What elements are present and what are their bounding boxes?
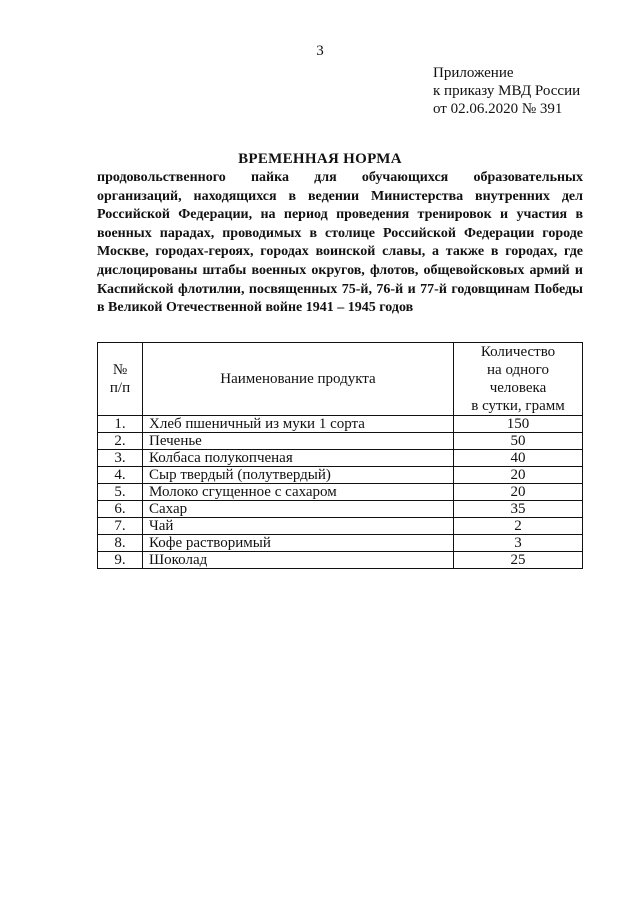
table-row: [98, 467, 583, 484]
row-product: Кофе растворимый: [143, 535, 454, 552]
row-product: Сыр твердый (полутвердый): [143, 467, 454, 484]
row-product: Хлеб пшеничный из муки 1 сорта: [143, 416, 454, 433]
appendix-label: Приложение: [433, 65, 514, 81]
row-number: 6.: [98, 501, 143, 518]
appendix-block: [433, 64, 580, 118]
row-product: Молоко сгущенное с сахаром: [143, 484, 454, 501]
table-row: [98, 484, 583, 501]
table-row: [98, 501, 583, 518]
row-number: 2.: [98, 433, 143, 450]
appendix-order-ref: к приказу МВД России: [433, 83, 581, 99]
row-product: Сахар: [143, 501, 454, 518]
table-row: [98, 416, 583, 433]
row-quantity: 20: [454, 467, 583, 484]
row-quantity: 2: [454, 518, 583, 535]
row-quantity: 3: [454, 535, 583, 552]
header-product-name: Наименование продукта: [143, 343, 454, 416]
row-number: 1.: [98, 416, 143, 433]
document-title: ВРЕМЕННАЯ НОРМА: [238, 151, 402, 167]
row-number: 5.: [98, 484, 143, 501]
norms-table: [97, 342, 583, 569]
row-number: 7.: [98, 518, 143, 535]
appendix-order-date-number: от 02.06.2020 № 391: [433, 101, 563, 117]
header-quantity: Количество на одного человека в сутки, грамм: [454, 343, 583, 416]
row-product: Шоколад: [143, 552, 454, 569]
table-header-row: [98, 343, 583, 416]
table-row: [98, 450, 583, 467]
table-row: [98, 433, 583, 450]
table-row: [98, 518, 583, 535]
row-number: 9.: [98, 552, 143, 569]
header-number: № п/п: [98, 343, 143, 416]
row-quantity: 35: [454, 501, 583, 518]
row-quantity: 150: [454, 416, 583, 433]
row-quantity: 50: [454, 433, 583, 450]
row-number: 4.: [98, 467, 143, 484]
row-quantity: 25: [454, 552, 583, 569]
row-product: Чай: [143, 518, 454, 535]
row-product: Печенье: [143, 433, 454, 450]
row-number: 8.: [98, 535, 143, 552]
document-subtitle: продовольственного пайка для обучающихся образовательных организаций, находящихся в ведении Министерства внутренних дел Российской Федерации, на период проведения тренировок и участия в военных парадах, проводимых в столице Российской Федерации городе Москве, городах-героях, городах воинской славы, а также в городах, где дислоцированы штабы военных округов, флотов, общевойсковых армий и Каспийской флотилии, посвященных 75-й, 76-й и 77-й годовщинам Победы в Великой Отечественной войне 1941 – 1945 годов: [97, 170, 583, 316]
table-row: [98, 552, 583, 569]
table-row: [98, 535, 583, 552]
row-quantity: 20: [454, 484, 583, 501]
page-number: 3: [316, 43, 324, 59]
row-number: 3.: [98, 450, 143, 467]
row-product: Колбаса полукопченая: [143, 450, 454, 467]
row-quantity: 40: [454, 450, 583, 467]
